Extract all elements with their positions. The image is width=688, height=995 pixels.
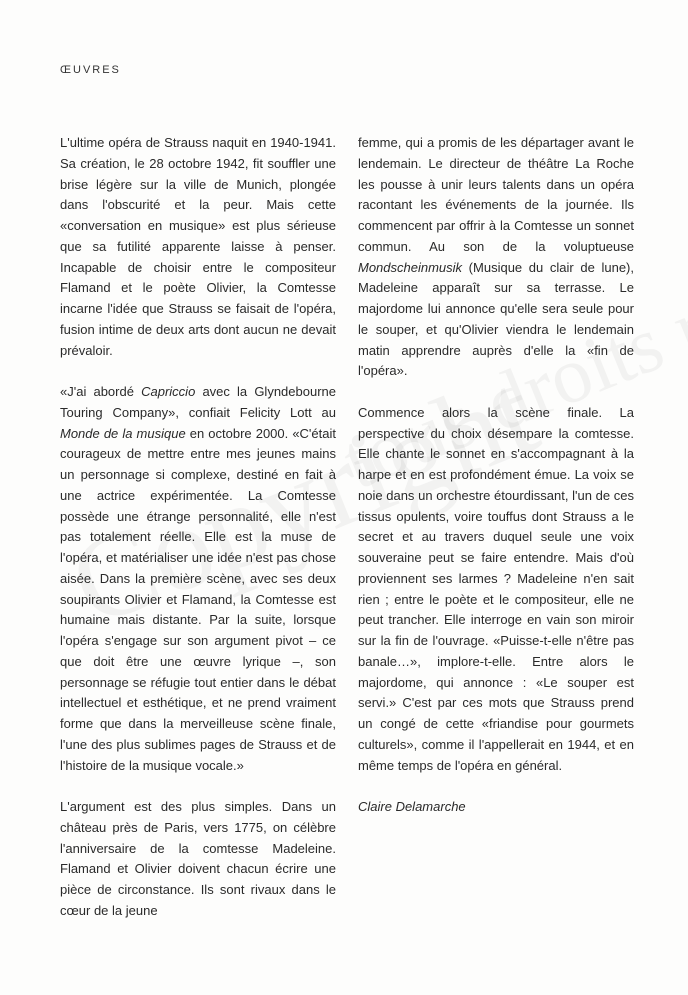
publication-title: Monde de la musique (60, 425, 186, 441)
work-title: Capriccio (141, 384, 196, 399)
author-signature: Claire Delamarche (358, 799, 466, 814)
music-title: Mondscheinmusik (358, 259, 463, 275)
paragraph-final-scene: Commence alors la scène finale. La perspective du choix désempare la comtesse. Elle chante le sonnet en s'accompagnant à la harpe et en est profondément émue. La voix se noie dans un orchestre étourdissant, l'un de ces tissus opulents, voire touffus dont Strauss a le secret et au travers duquel seule une voix souveraine peut se faire entendre. Mais d'où proviennent ses larmes ? Madeleine n'en sait rien ; entre le poète et le compositeur, elle ne peut trancher. Elle interroge en vain son miroir sur la fin de l'ouvrage. «Puisse-t-elle n'être pas banale…», implore-t-elle. Entre alors le majordome, qui annonce : «Le souper est servi.» C'est par ces mots que Strauss prend un congé de cette «friandise pour gourmets culturels», comme il l'appellerait en 1944, et en même temps de l'opéra en général. (358, 404, 634, 773)
paragraph-argument-continued: femme, qui a promis de les départager avant le lendemain. Le directeur de théâtre La Roche les pousse à unir leurs talents dans un opéra racontant les événements de la journée. Ils commencent par offrir à la Comtesse un sonnet commun. Au son de la voluptueuse Mondscheinmusik (Musique du clair de lune), Madeleine apparaît sur sa terrasse. Le majordome lui annonce qu'elle sera seule pour le souper, et qu'Olivier viendra le lendemain matin apprendre auprès d'elle la «fin de l'opéra». (358, 135, 634, 379)
left-column (60, 133, 336, 922)
paragraph-intro: L'ultime opéra de Strauss naquit en 1940-1941. Sa création, le 28 octobre 1942, fit souffler une brise légère sur la ville de Munich, plongée dans l'obscurité et la peur. Mais cette «conversation en musique» est plus sérieuse que sa futilité apparente laisse à penser. Incapable de choisir entre le compositeur Flamand et le poète Olivier, la Comtesse incarne l'idée que Strauss se faisait de l'opéra, fusion intime de deux arts dont aucun ne devait prévaloir. (60, 135, 336, 358)
section-header: ŒUVRES (60, 64, 121, 76)
right-column (358, 133, 634, 818)
paragraph-quote: «J'ai abordé Capriccio avec la Glyndebourne Touring Company», confiait Felicity Lott au Monde de la musique en octobre 2000. «C'était courageux de mettre entre mes jeunes mains un personnage si complexe, destiné en fait à une actrice expérimentée. La Comtesse possède une étrange personnalité, elle n'est pas totalement réelle. Elle est la muse de l'opéra, et matérialiser une idée n'est pas chose aisée. Dans la première scène, avec ses deux soupirants Olivier et Flamand, la Comtesse est humaine mais distante. Par la suite, lorsque l'opéra s'engage sur son argument pivot – ce que doit être une œuvre lyrique –, son personnage se réfugie tout entier dans le débat intellectuel et esthétique, et ne prend vraiment forme que dans la merveilleuse scène finale, l'une des plus sublimes pages de Strauss et de l'histoire de la musique vocale.» (60, 384, 336, 773)
paragraph-argument: L'argument est des plus simples. Dans un château près de Paris, vers 1775, on célèbre l'anniversaire de la comtesse Madeleine. Flamand et Olivier doivent chacun écrire une pièce de circonstance. Ils sont rivaux dans le cœur de la jeune (60, 799, 336, 918)
